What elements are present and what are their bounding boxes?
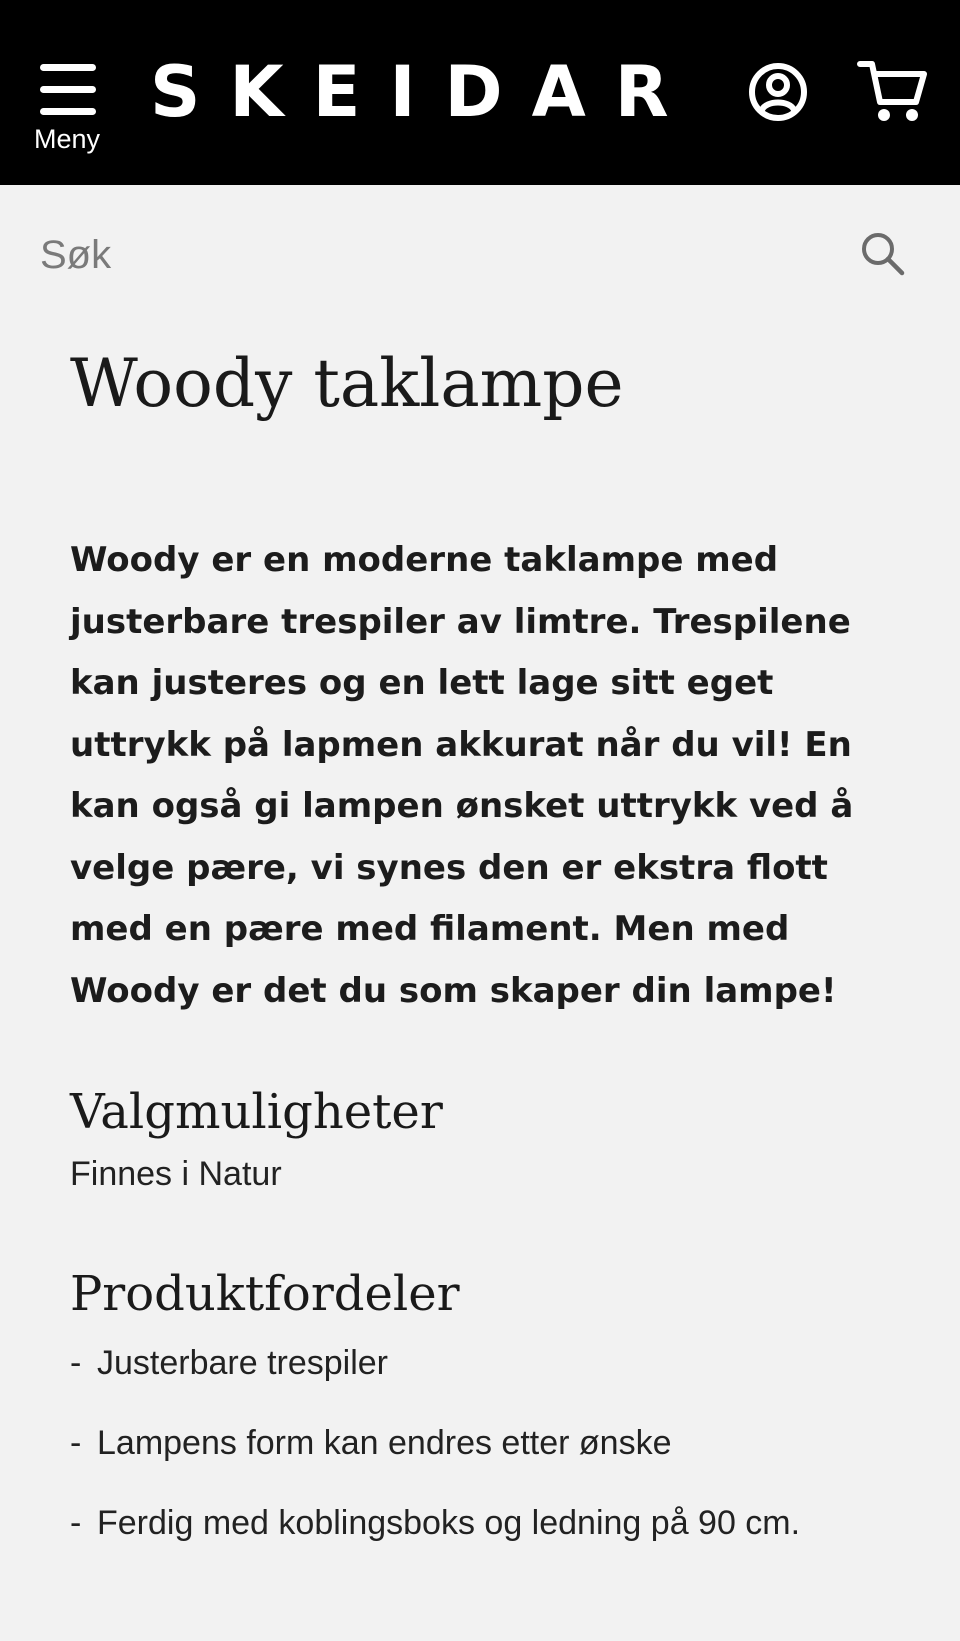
options-heading: Valgmuligheter — [70, 1084, 443, 1140]
user-account-icon — [746, 60, 810, 124]
search-input[interactable] — [40, 225, 820, 285]
shopping-cart-icon — [856, 56, 930, 126]
benefit-text: Lampens form kan endres etter ønske — [97, 1424, 672, 1462]
cart-button[interactable] — [856, 56, 930, 126]
product-title: Woody taklampe — [70, 345, 624, 422]
search-button[interactable] — [858, 229, 908, 279]
brand-logo[interactable]: SKEIDAR — [150, 51, 698, 133]
benefit-item: - Ferdig med koblingsboks og ledning på 90 cm. — [70, 1504, 801, 1542]
options-text: Finnes i Natur — [70, 1155, 282, 1193]
benefit-text: Justerbare trespiler — [97, 1344, 389, 1382]
benefit-item: - Lampens form kan endres etter ønske — [70, 1424, 672, 1462]
benefit-text: Ferdig med koblingsboks og ledning på 90 cm. — [97, 1504, 801, 1542]
benefits-heading: Produktfordeler — [70, 1266, 460, 1322]
top-navigation-bar — [0, 0, 960, 185]
product-description: Woody er en moderne taklampe med justerbare trespiler av limtre. Trespilene kan justeres og en lett lage sitt eget uttrykk på lapmen akkurat når du vil! En kan også gi lampen ønsket uttrykk ved å velge pære, vi synes den er ekstra flott med en pære med filament. Men med Woody er det du som skaper din lampe! — [70, 540, 854, 1011]
benefit-item: - Justerbare trespiler — [70, 1344, 389, 1382]
search-icon — [858, 229, 908, 279]
menu-label: Meny — [34, 124, 101, 154]
benefits-list — [70, 1334, 900, 1552]
account-button[interactable] — [746, 60, 810, 124]
menu-button[interactable] — [30, 58, 110, 158]
product-details — [70, 325, 900, 1574]
search-bar — [0, 185, 960, 325]
hamburger-menu-icon — [40, 64, 96, 116]
